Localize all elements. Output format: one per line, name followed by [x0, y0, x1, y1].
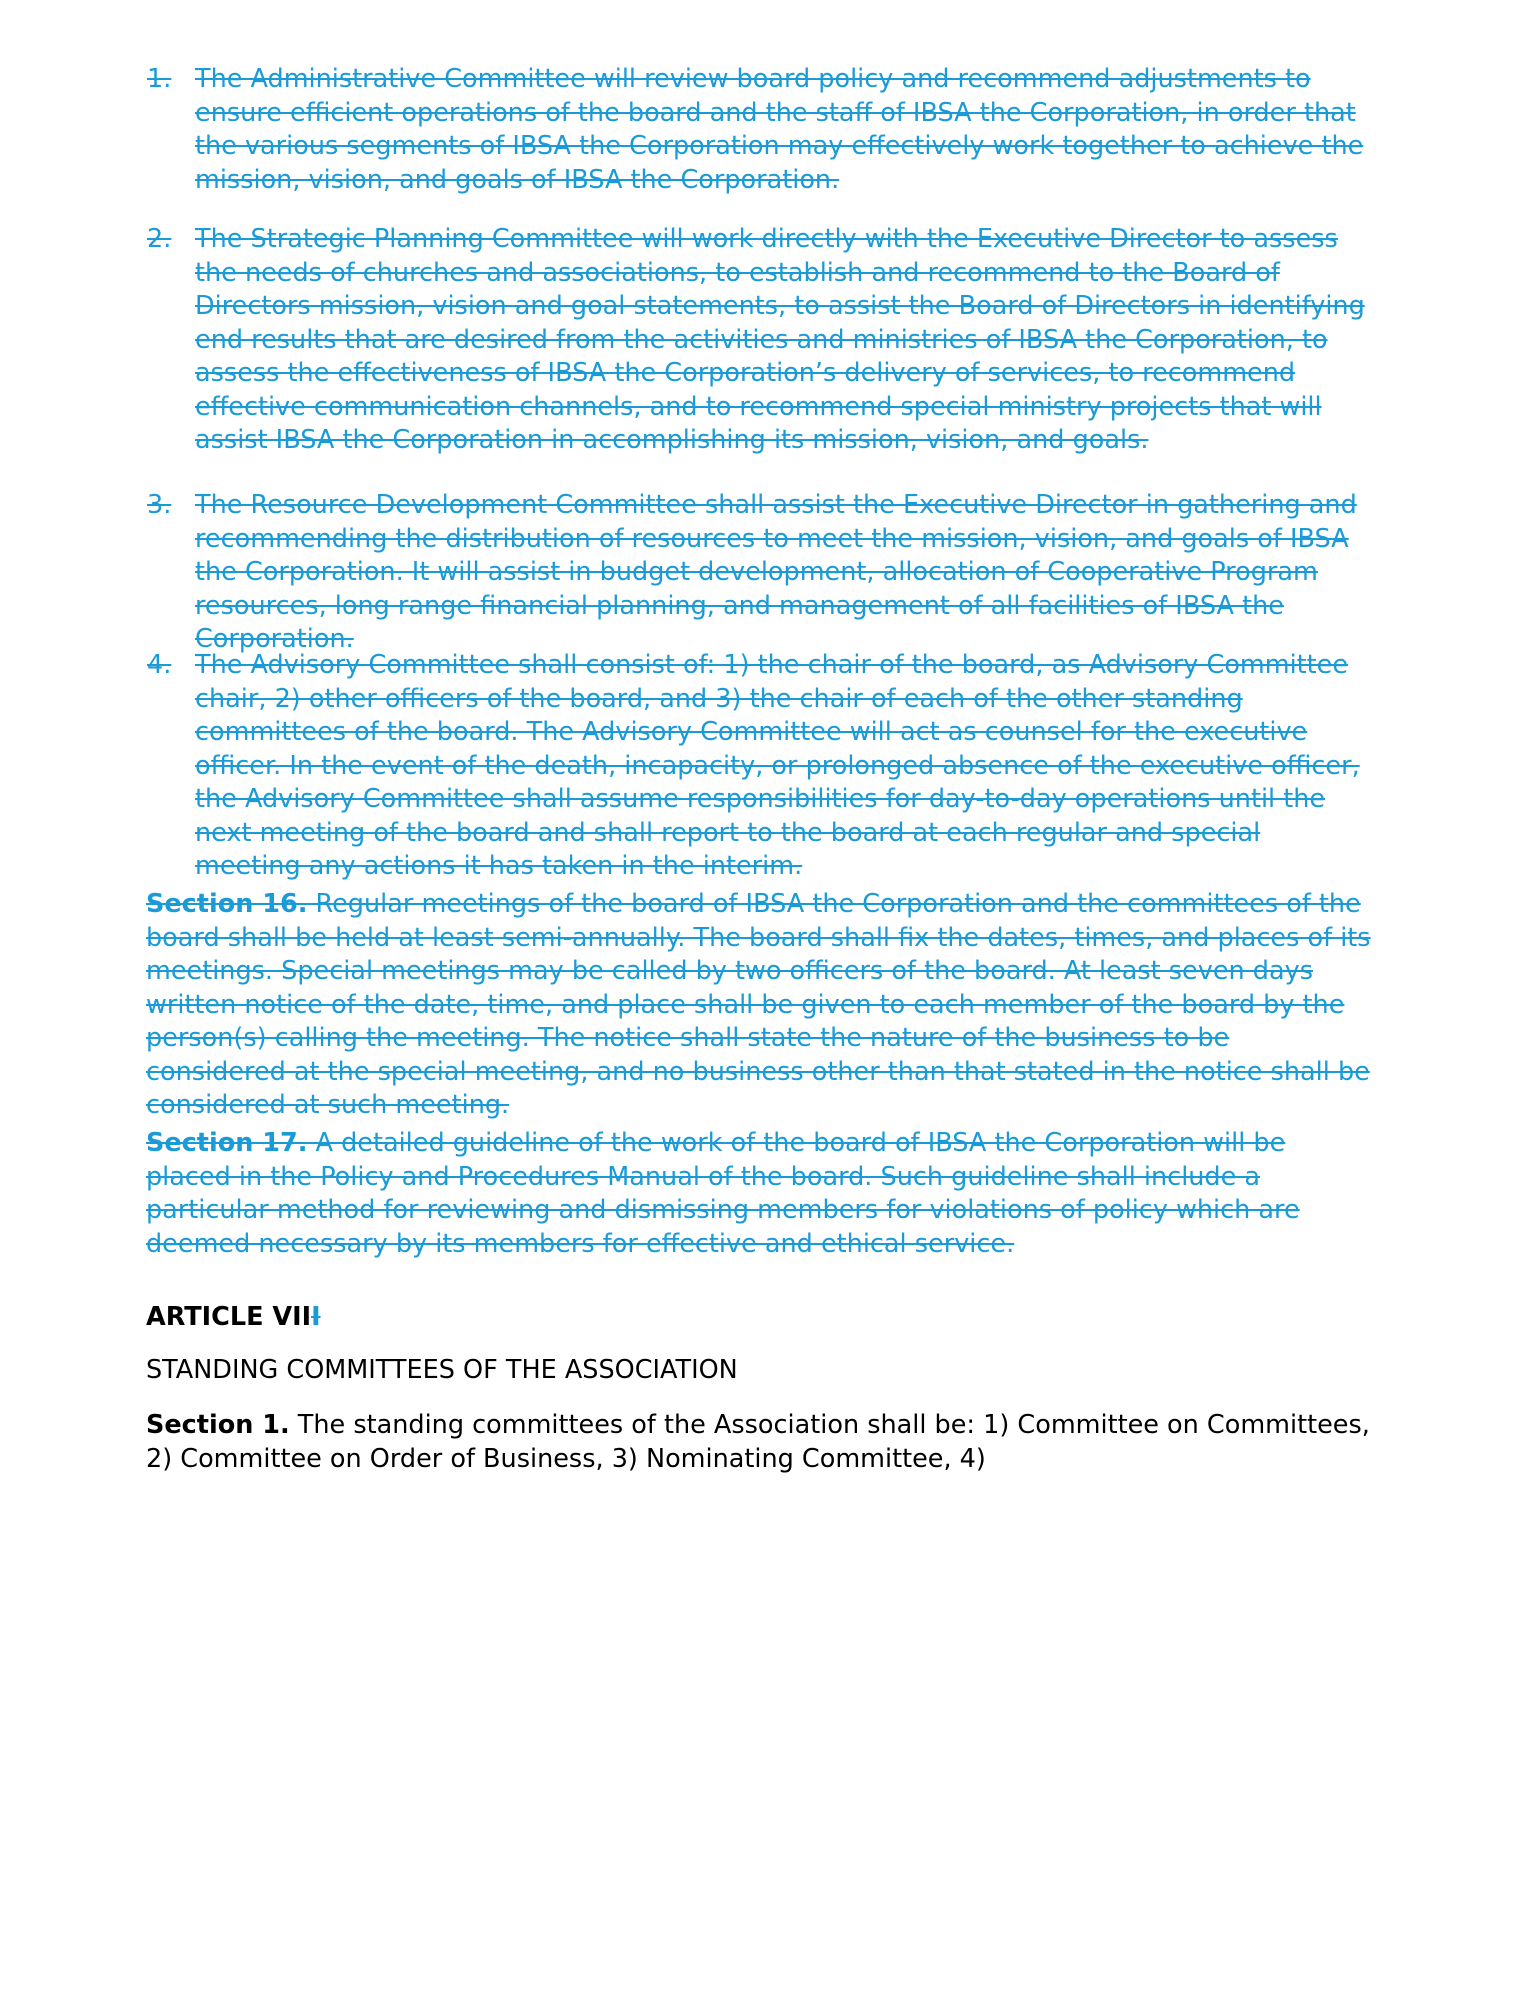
list-item-text: The Resource Development Committee shall assist the Executive Director in gathering and recommending the distribution of resources to meet the mission, vision, and goals of IBSA the Corporation. It will assist in budget development, allocation of Cooperative Program resources, long range financial planning, and management of all facilities of IBSA the Corporation. [195, 490, 1357, 654]
article-subtitle: STANDING COMMITTEES OF THE ASSOCIATION [146, 1355, 738, 1385]
list-item-3 [147, 489, 1370, 657]
section-17-text: A detailed guideline of the work of the board of IBSA the Corporation will be placed in the Policy and Procedures Manual of the board. Such guideline shall include a particular method for reviewing and dismissing members for violations of policy which are deemed necessary by its members for effective and ethical service. [146, 1128, 1300, 1259]
article-heading [146, 1301, 321, 1335]
section-17 [146, 1127, 1371, 1261]
list-item-text: The Strategic Planning Committee will work directly with the Executive Director to assess the needs of churches and associations, to establish and recommend to the Board of Directors mission, vision and goal statements, to assist the Board of Directors in identifying end results that are desired from the activities and ministries of IBSA the Corporation, to assess the effectiveness of IBSA the Corporation’s delivery of services, to recommend effective communication channels, and to recommend special ministry projects that will assist IBSA the Corporation in accomplishing its mission, vision, and goals. [195, 224, 1365, 455]
list-number: 1. [147, 64, 172, 94]
section-1 [146, 1409, 1371, 1476]
section-16 [146, 888, 1371, 1123]
list-item-2 [147, 223, 1370, 458]
section-16-text: Regular meetings of the board of IBSA the Corporation and the committees of the board shall be held at least semi-annually. The board shall fix the dates, times, and places of its meetings. Special meetings may be called by two officers of the board. At least seven days written notice of the date, time, and place shall be given to each member of the board by the person(s) calling the meeting. The notice shall state the nature of the business to be considered at the special meeting, and no business other than that stated in the notice shall be considered at such meeting. [146, 889, 1371, 1120]
list-item-text: The Advisory Committee shall consist of: 1) the chair of the board, as Advisory Committee chair, 2) other officers of the board, and 3) the chair of each of the other standing committees of the board. The Advisory Committee will act as counsel for the executive officer. In the event of the death, incapacity, or prolonged absence of the executive officer, the Advisory Committee shall assume responsibilities for day-to-day operations until the next meeting of the board and shall report to the board at each regular and special meeting any actions it has taken in the interim. [195, 650, 1360, 881]
section-1-label: Section 1. [146, 1410, 290, 1440]
list-number: 2. [147, 224, 172, 254]
list-number: 3. [147, 490, 172, 520]
article-deleted-suffix: I [311, 1302, 321, 1332]
section-17-label: Section 17. [146, 1128, 308, 1158]
list-item-1 [147, 63, 1370, 197]
list-item-text: The Administrative Committee will review board policy and recommend adjustments to ensure efficient operations of the board and the staff of IBSA the Corporation, in order that the various segments of IBSA the Corporation may effectively work together to achieve the mission, vision, and goals of IBSA the Corporation. [195, 64, 1364, 195]
list-item-4 [147, 649, 1370, 884]
section-1-text: The standing committees of the Association shall be: 1) Committee on Committees, 2) Committee on Order of Business, 3) Nominating Committee, 4) [146, 1410, 1370, 1474]
list-number: 4. [147, 650, 172, 680]
article-title: ARTICLE VII [146, 1302, 312, 1332]
section-16-label: Section 16. [146, 889, 308, 919]
